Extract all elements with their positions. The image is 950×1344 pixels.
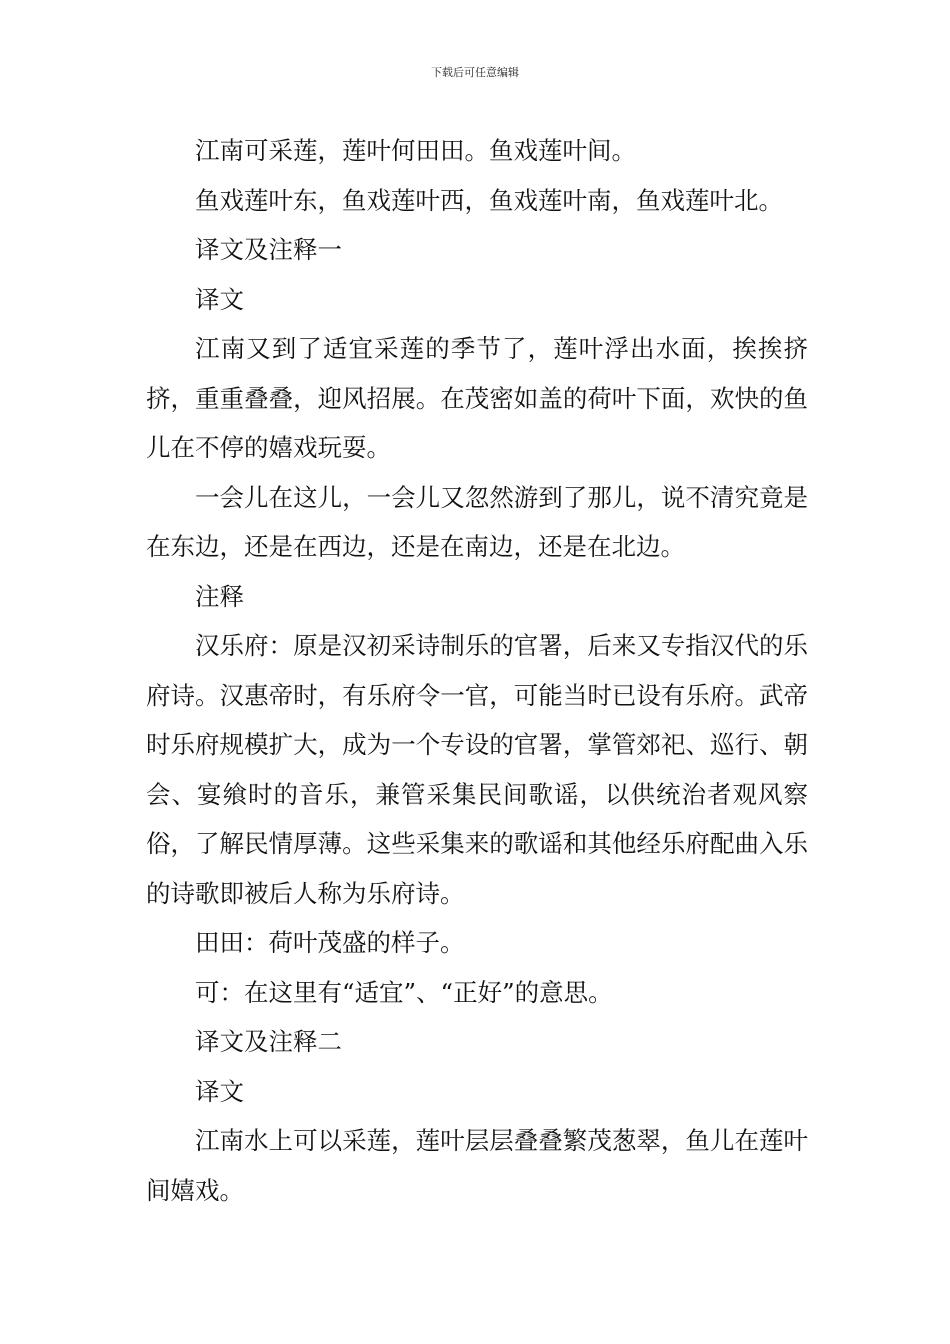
subheading-translation-1: 译文 bbox=[195, 284, 244, 314]
poem-line-1: 江南可采莲，莲叶何田田。鱼戏莲叶间。 bbox=[195, 136, 636, 165]
note-ke: 可：在这里有“适宜”、“正好”的意思。 bbox=[195, 977, 613, 1007]
document-body bbox=[146, 126, 808, 1215]
note-han-yuefu: 汉乐府：原是汉初采诗制乐的官署，后来又专指汉代的乐府诗。汉惠帝时，有乐府令一官，可能当时已设有乐府。武帝时乐府规模扩大，成为一个专设的官署，掌管郊祀、巡行、朝会、宴飨时的音乐，兼管采集民间歌谣，以供统治者观风察俗，了解民情厚薄。这些采集来的歌谣和其他经乐府配曲入乐的诗歌即被后人称为乐府诗。 bbox=[146, 631, 808, 908]
poem-line-2: 鱼戏莲叶东，鱼戏莲叶西，鱼戏莲叶南，鱼戏莲叶北。 bbox=[195, 185, 783, 215]
section-heading-translation-notes-2: 译文及注释二 bbox=[195, 1027, 342, 1056]
translation-paragraph-1: 江南又到了适宜采莲的季节了，莲叶浮出水面，挨挨挤挤，重重叠叠，迎风招展。在茂密如盖的荷叶下面，欢快的鱼儿在不停的嬉戏玩耍。 bbox=[146, 334, 808, 462]
translation-paragraph-3: 江南水上可以采莲，莲叶层层叠叠繁茂葱翠，鱼儿在莲叶间嬉戏。 bbox=[146, 1126, 808, 1205]
section-heading-translation-notes-1: 译文及注释一 bbox=[195, 235, 342, 264]
page-header-note: 下载后可任意编辑 bbox=[431, 66, 519, 79]
subheading-notes: 注释 bbox=[195, 581, 244, 611]
translation-paragraph-2: 一会儿在这儿，一会儿又忽然游到了那儿，说不清究竟是在东边，还是在西边，还是在南边，还是在北边。 bbox=[146, 482, 808, 561]
subheading-translation-2: 译文 bbox=[195, 1076, 244, 1106]
note-tiantian: 田田：荷叶茂盛的样子。 bbox=[195, 928, 465, 957]
